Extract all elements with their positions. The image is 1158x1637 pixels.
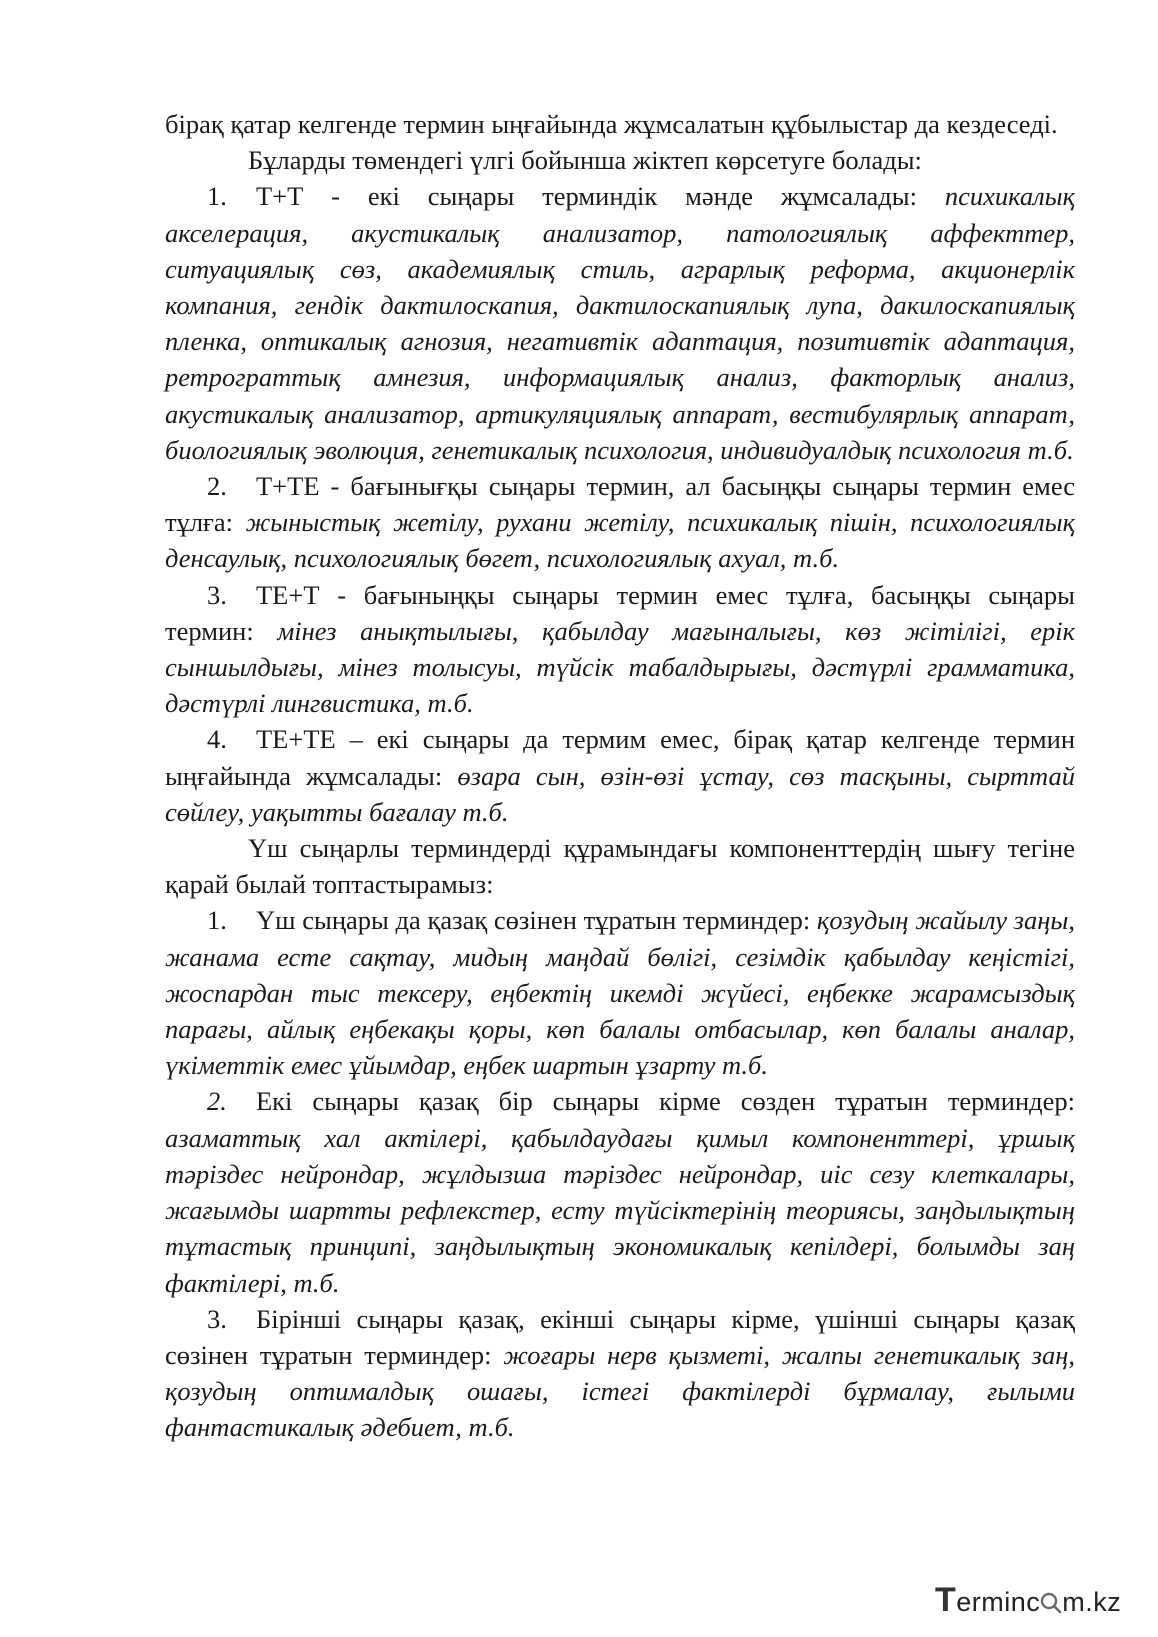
paragraph [165, 142, 1075, 178]
logo-t-icon: T [935, 1581, 957, 1619]
logo-text-part3: m.kz [1062, 1587, 1122, 1617]
list-item [165, 468, 1075, 577]
list-item [165, 902, 1075, 1083]
list-item [165, 577, 1075, 722]
list-item-lead: Екі сыңары қазақ бір сыңары кірме сөзден тұратын терминдер: [256, 1086, 1075, 1117]
paragraph [165, 830, 1075, 902]
logo-text-part2: c [1026, 1587, 1041, 1617]
list-item-examples: жоғары нерв қызметі, жалпы генетикалық заң, қозудың оптималдық ошағы, істегі фактілерді бұрмалау, ғылыми фантастикалық әдебиет, т.б. [165, 1339, 1075, 1443]
list-number: 3. [207, 579, 227, 610]
list-item-examples: өзара сын, өзін-өзі ұстау, сөз тасқыны, сырттай сөйлеу, уақытты бағалау т.б. [165, 760, 1075, 827]
list-item-examples: азаматтық хал актілері, қабылдаудағы қимыл компоненттері, ұршық тәріздес нейрондар, жұлдызша тәріздес нейрондар, иіс сезу клеткалары, жағымды шартты рефлекстер, есту түйсіктерінің теориясы, заңдылықтың тұтастық принципі, заңдылықтың экономикалық кепілдері, болымды заң фактілері, т.б. [165, 1122, 1075, 1298]
list-number: 2. [207, 471, 227, 502]
paragraph [165, 106, 1075, 142]
logo-search-icon [1040, 1587, 1062, 1618]
list-item [165, 1083, 1075, 1300]
list-item-lead: Үш сыңары да қазақ сөзінен тұратын терминдер: [256, 905, 817, 936]
list-item-examples: қозудың жайылу заңы, жанама есте сақтау, мидың маңдай бөлігі, сезімдік қабылдау кеңістігі, жоспардан тыс тексеру, еңбектің икемді жүйесі, еңбекке жарамсыздық парағы, айлық еңбекақы қоры, көп балалы отбасылар, көп балалы аналар, үкіметтік емес ұйымдар, еңбек шартын ұзарту т.б. [165, 905, 1075, 1081]
paragraph-text: бірақ қатар келгенде термин ыңғайында жұмсалатын құбылыстар да кездеседі. [165, 109, 1058, 139]
termincom-logo [935, 1581, 1135, 1621]
list-number: 2. [207, 1086, 227, 1117]
list-number: 3. [207, 1303, 227, 1334]
paragraph-text: Үш сыңарлы терминдерді құрамындағы компоненттердің шығу тегіне қарай былай топтастырамыз: [165, 833, 1075, 900]
paragraph-text: Бұларды төмендегі үлгі бойынша жіктеп көрсетуге болады: [248, 145, 922, 176]
list-number: 1. [207, 181, 227, 212]
list-item-lead: Т+ТЕ - бағынығқы сыңары термин, ал басыңқы сыңары термин емес тұлға: [165, 471, 1075, 538]
list-item [165, 721, 1075, 830]
list-item-lead: ТЕ+Т - бағыныңқы сыңары термин емес тұлға, басыңқы сыңары термин: [165, 579, 1075, 646]
list-item-examples: жыныстық жетілу, рухани жетілу, психикалық пішін, психологиялық денсаулық, психологиялық бөгет, психологиялық ахуал, т.б. [165, 507, 1075, 574]
list-item-examples: психикалық акселерация, акустикалық анализатор, патологиялық аффекттер, ситуациялық сөз, академиялық стиль, аграрлық реформа, акционерлік компания, гендік дактилоскапия, дактилоскапиялық лупа, дакилоскапиялық пленка, оптикалық агнозия, негативтік адаптация, позитивтік адаптация, ретрограттық амнезия, информациялық анализ, факторлық анализ, акустикалық анализатор, артикуляциялық аппарат, вестибулярлық аппарат, биологиялық эволюция, генетикалық психология, индивидуалдық психология т.б. [165, 181, 1075, 465]
logo-text-part1: ermin [956, 1587, 1027, 1617]
list-item [165, 1301, 1075, 1446]
list-item-lead: Т+Т - екі сыңары терминдік мәнде жұмсалады: [256, 181, 945, 212]
list-item-lead: Бірінші сыңары қазақ, екінші сыңары кірме, үшінші сыңары қазақ сөзінен тұратын терминдер: [165, 1303, 1075, 1370]
list-number: 1. [207, 905, 227, 936]
document-body [165, 106, 1075, 1446]
list-item-lead: ТЕ+ТЕ – екі сыңары да термим емес, бірақ қатар келгенде термин ыңғайында жұмсалады: [165, 724, 1075, 791]
list-number: 4. [207, 724, 227, 755]
list-item-examples: мінез анықтылығы, қабылдау мағыналығы, көз жітілігі, ерік сыншылдығы, мінез толысуы, түйсік табалдырығы, дәстүрлі грамматика, дәстүрлі лингвистика, т.б. [165, 615, 1075, 719]
list-item [165, 178, 1075, 468]
